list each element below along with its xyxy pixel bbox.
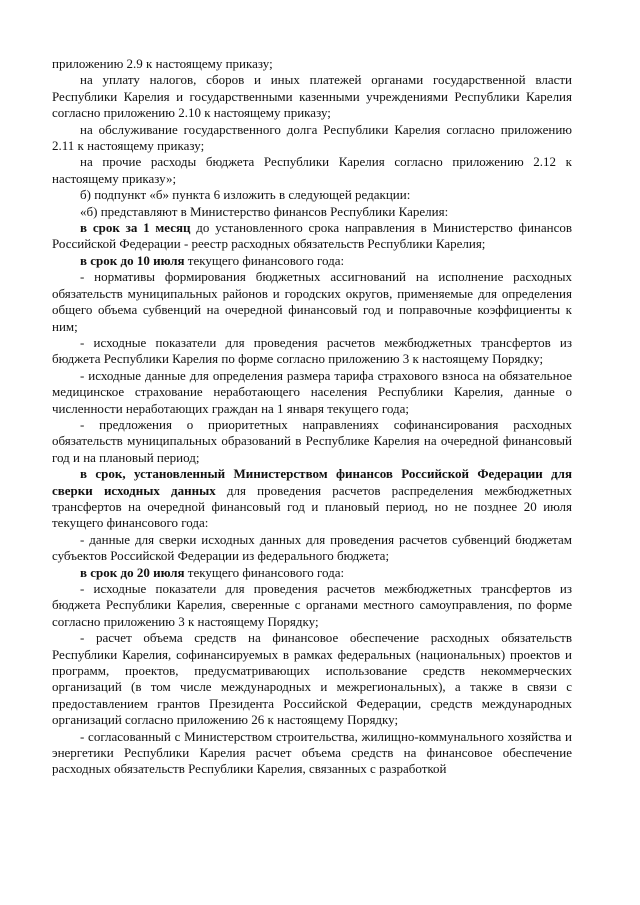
text-run: на прочие расходы бюджета Республики Карелия согласно приложению 2.12 к настоящему приказу»; xyxy=(52,154,572,186)
paragraph xyxy=(52,532,572,565)
text-run: - предложения о приоритетных направлениях софинансирования расходных обязательств муниципальных образований в Республике Карелия на очередной финансовый год и на плановый период; xyxy=(52,416,572,465)
text-run: для проведения расчетов распределения межбюджетных трансфертов на очередной финансовый год и плановый период, но не позднее 20 июля текущего финансового года: xyxy=(52,482,572,531)
text-run: на уплату налогов, сборов и иных платежей органами государственной власти Республики Карелия и государственными казенными учреждениями Республики Карелия согласно приложению 2.10 к настоящему приказу; xyxy=(52,72,572,121)
bold-run: в срок, установленный Министерством финансов Российской Федерации для сверки исходных данных xyxy=(52,466,572,498)
paragraph xyxy=(52,630,572,728)
text-run: - расчет объема средств на финансовое обеспечение расходных обязательств Республики Карелия, софинансируемых в рамках федеральных (национальных) проектов и программ, проектов, предусматривающих использование средств некоммерческих организаций (в том числе международных и межрегиональных), а также в связи с предоставлением грантов Президента Российской Федерации, средств международных организаций согласно приложению 26 к настоящему Порядку; xyxy=(52,630,572,728)
text-run: - нормативы формирования бюджетных ассигнований на исполнение расходных обязательств муниципальных районов и городских округов, применяемые для определения общего объема субвенций на очередной финансовый год и поправочные коэффициенты к ним; xyxy=(52,269,572,334)
paragraph xyxy=(52,581,572,630)
paragraph xyxy=(52,417,572,466)
paragraph xyxy=(52,204,572,220)
paragraph xyxy=(52,269,572,335)
paragraph xyxy=(52,466,572,532)
paragraph xyxy=(52,565,572,581)
text-run: б) подпункт «б» пункта 6 изложить в следующей редакции: xyxy=(80,187,411,203)
text-run: - исходные данные для определения размера тарифа страхового взноса на обязательное медицинское страхование неработающего населения Республики Карелия, данные о численности неработающих граждан на 1 января текущего года; xyxy=(52,367,572,416)
text-run: на обслуживание государственного долга Республики Карелия согласно приложению 2.11 к настоящему приказу; xyxy=(52,121,572,154)
paragraph xyxy=(52,368,572,417)
text-run: - исходные показатели для проведения расчетов межбюджетных трансфертов из бюджета Республики Карелия по форме согласно приложению 3 к настоящему Порядку; xyxy=(52,334,572,367)
text-run: текущего финансового года: xyxy=(184,564,345,580)
text-run: до установленного срока направления в Министерство финансов Российской Федерации - реестр расходных обязательств Республики Карелия; xyxy=(52,220,572,252)
paragraph xyxy=(52,335,572,368)
text-run: «б) представляют в Министерство финансов Республики Карелия: xyxy=(80,203,449,219)
paragraph xyxy=(52,729,572,778)
bold-run: в срок до 10 июля xyxy=(80,252,185,268)
paragraph xyxy=(52,72,572,121)
text-run: текущего финансового года: xyxy=(184,252,345,268)
paragraph xyxy=(52,56,572,72)
paragraph xyxy=(52,122,572,155)
paragraph xyxy=(52,187,572,203)
bold-run: в срок до 20 июля xyxy=(80,564,185,580)
bold-run: в срок за 1 месяц xyxy=(80,220,191,236)
paragraph xyxy=(52,253,572,269)
text-run: - согласованный с Министерством строительства, жилищно-коммунального хозяйства и энергетики Республики Карелия расчет объема средств на финансовое обеспечение расходных обязательств Республики Карелия, связанных с разработкой xyxy=(52,728,572,777)
text-run: приложению 2.9 к настоящему приказу; xyxy=(52,56,273,71)
paragraph xyxy=(52,154,572,187)
paragraph xyxy=(52,220,572,253)
text-run: - исходные показатели для проведения расчетов межбюджетных трансфертов из бюджета Республики Карелия, сверенные с органами местного самоуправления, по форме согласно приложению 3 к настоящему Порядку; xyxy=(52,581,572,629)
text-run: - данные для сверки исходных данных для проведения расчетов субвенций бюджетам субъектов Российской Федерации из федерального бюджета; xyxy=(52,531,572,564)
document-page xyxy=(52,56,572,778)
